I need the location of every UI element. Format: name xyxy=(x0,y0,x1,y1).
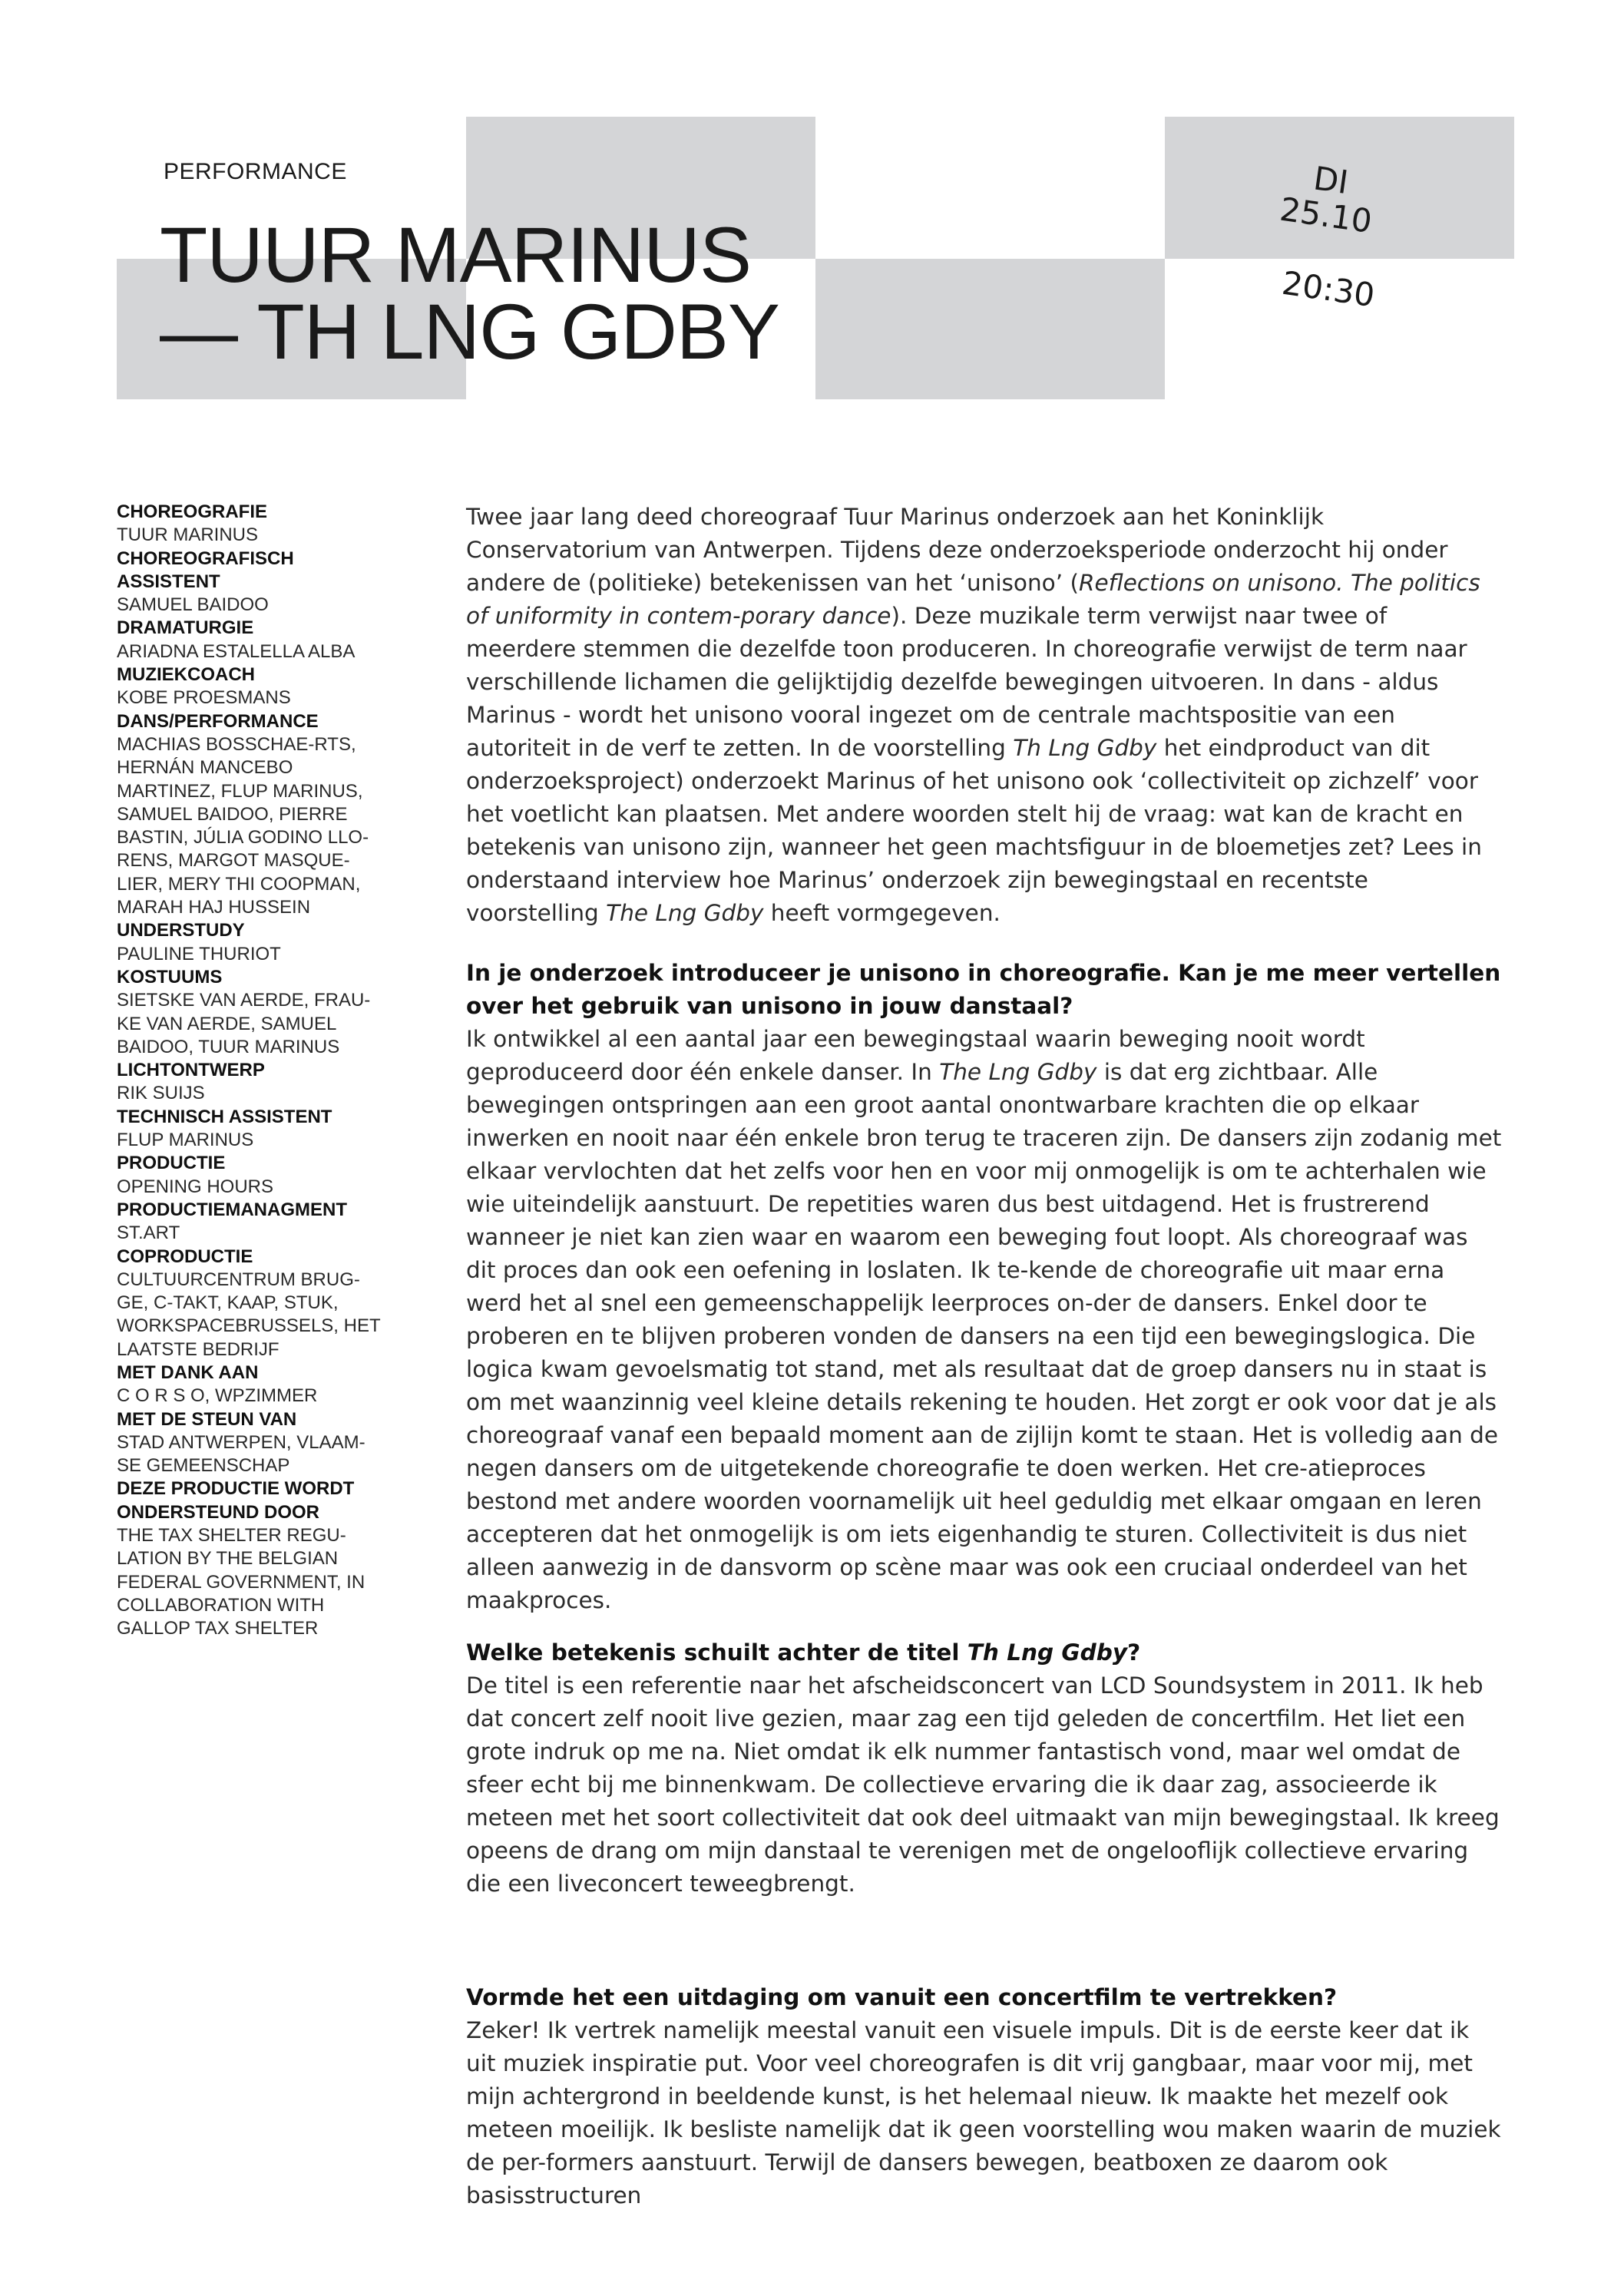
question-2-text: Welke betekenis schuilt achter de titel xyxy=(466,1639,967,1666)
credit-names: CULTUURCENTRUM BRUG-GE, C-TAKT, KAAP, STUK, WORKSPACEBRUSSELS, HET LAATSTE BEDRIJF xyxy=(117,1269,381,1360)
event-time: 20:30 xyxy=(1279,263,1378,315)
intro-section xyxy=(466,501,1503,930)
intro-text-2: ). Deze muzikale term verwijst naar twee of meerdere stemmen die dezelfde toon produceren. In choreografie verwijst de term naar verschillende lichamen die gelijktijdig dezelfde bewegingen uitvoeren. In dans - aldus Marinus - wordt het unisono vooral ingezet om de centrale machtspositie van een autoriteit in de verf te zetten. In de voorstelling xyxy=(466,603,1467,761)
credit-entry xyxy=(117,710,382,920)
category-label: PERFORMANCE xyxy=(164,159,347,184)
interview-q1 xyxy=(466,957,1503,1617)
credit-names: PAULINE THURIOT xyxy=(117,943,281,964)
credit-entry xyxy=(117,1059,382,1106)
header-block-bottom xyxy=(815,259,1165,399)
question-2-italic: Th Lng Gdby xyxy=(967,1639,1128,1666)
credit-names: STAD ANTWERPEN, VLAAM-SE GEMEENSCHAP xyxy=(117,1431,365,1477)
credit-names: KOBE PROESMANS xyxy=(117,687,291,709)
question-2 xyxy=(466,1636,1503,1669)
credit-names: ST.ART xyxy=(117,1222,180,1244)
credit-role: TECHNISCH ASSISTENT xyxy=(117,1106,332,1127)
credit-role: COPRODUCTIE xyxy=(117,1246,253,1267)
credit-entry xyxy=(117,1361,382,1408)
credit-names: ARIADNA ESTALELLA ALBA xyxy=(117,640,356,662)
answer-2: De titel is een referentie naar het afscheidsconcert van LCD Soundsystem in 2011. Ik heb dat concert zelf nooit live gezien, maar zag een tijd geleden de concertfilm. Het liet een grote indruk op me na. Niet omdat ik elk nummer fantastisch vond, maar wel omdat de sfeer echt bij me binnenkwam. De collectieve ervaring die ik daar zag, associeerde ik meteen met het soort collectiviteit dat ook deel uitmaakt van mijn bewegingstaal. Ik kreeg opeens de drang om mijn danstaal te verenigen met de ongelooflijk collectieve ervaring die een liveconcert teweegbrengt. xyxy=(466,1672,1500,1897)
credit-role: UNDERSTUDY xyxy=(117,920,245,941)
credit-names: RIK SUIJS xyxy=(117,1083,205,1104)
intro-text-1: Twee jaar lang deed choreograaf Tuur Marinus onderzoek aan het Koninklijk Conservatorium van Antwerpen. Tijdens deze onderzoeksperiode onderzocht hij onder andere de (politieke) betekenissen van het ‘unisono’ ( xyxy=(466,504,1448,596)
question-3: Vormde het een uitdaging om vanuit een concertfilm te vertrekken? xyxy=(466,1984,1338,2010)
title-line-1: TUUR MARINUS xyxy=(160,211,751,299)
credit-names: SAMUEL BAIDOO xyxy=(117,594,269,616)
credit-entry xyxy=(117,1106,382,1153)
credit-role: KOSTUUMS xyxy=(117,966,223,988)
interview-q3 xyxy=(466,1981,1503,2212)
credit-role: CHOREOGRAFISCH ASSISTENT xyxy=(117,548,294,592)
event-day: DI xyxy=(1311,159,1351,202)
credit-entry xyxy=(117,1477,382,1640)
answer-1-italic: The Lng Gdby xyxy=(939,1059,1097,1085)
credit-names: SIETSKE VAN AERDE, FRAU-KE VAN AERDE, SAMUEL BAIDOO, TUUR MARINUS xyxy=(117,990,371,1057)
question-2-mark: ? xyxy=(1127,1639,1141,1666)
credit-entry xyxy=(117,617,382,663)
credit-role: MUZIEKCOACH xyxy=(117,664,255,686)
intro-italic-2: Th Lng Gdby xyxy=(1013,735,1157,761)
answer-1 xyxy=(466,1023,1503,1617)
interview-q2 xyxy=(466,1636,1503,1901)
credit-names: MACHIAS BOSSCHAE-RTS, HERNÁN MANCEBO MARTINEZ, FLUP MARINUS, SAMUEL BAIDOO, PIERRE BASTIN, JÚLIA GODINO LLO-RENS, MARGOT MASQUE-LIER, MERY THI COOPMAN, MARAH HAJ HUSSEIN xyxy=(117,733,369,918)
intro-italic-1: Reflections on unisono. The politics of uniformity in contem-porary dance xyxy=(466,570,1480,629)
credit-role: DRAMATURGIE xyxy=(117,617,254,639)
event-date-value: 25.10 xyxy=(1277,190,1374,240)
credit-entry xyxy=(117,1152,382,1199)
intro-paragraph xyxy=(466,501,1503,930)
credit-names: THE TAX SHELTER REGU-LATION BY THE BELGIAN FEDERAL GOVERNMENT, IN COLLABORATION WITH GALLOP TAX SHELTER xyxy=(117,1525,365,1639)
credit-role: PRODUCTIE xyxy=(117,1153,226,1174)
answer-1-text-2: is dat erg zichtbaar. Alle bewegingen ontspringen aan een groot aantal onontwarbare krachten die op elkaar inwerken en nooit naar één enkele bron terug te traceren zijn. De dansers zijn zodanig met elkaar vervlochten dat het zelfs voor hen en voor mij onmogelijk is om te achterhalen wie wie uiteindelijk aanstuurt. De repetities waren dus best uitdagend. Het is frustrerend wanneer je niet kan zien waar en waarom een beweging fout loopt. Als choreograaf was dit proces dan ook een oefening in loslaten. Ik te-kende de choreografie uit maar erna werd het al snel een gemeenschappelijk leerproces on-der de dansers. Enkel door te proberen en te blijven proberen vonden de dansers na een tijd een bewegingslogica. Die logica kwam gevoelsmatig tot stand, met als resultaat dat de groep dansers nu in staat is om met waanzinnig veel kleine details rekening te houden. Het zorgt er ook voor dat je als choreograaf vanaf een bepaald moment aan de zijlijn komt te staan. Het is volledig aan de negen dansers om de uitgetekende choreografie te doen werken. Het cre-atieproces bestond met andere woorden voornamelijk uit heel geduldig met elkaar omgaan en leren accepteren dat het onmogelijk is om iets eigenhandig te sturen. Collectiviteit is dus niet alleen aanwezig in de dansvorm op scène maar was ook een cruciaal onderdeel van het maakproces. xyxy=(466,1059,1502,1613)
credit-entry xyxy=(117,663,382,710)
intro-italic-3: The Lng Gdby xyxy=(606,900,764,926)
credit-entry xyxy=(117,548,382,617)
credit-entry xyxy=(117,501,382,548)
credit-role: DANS/PERFORMANCE xyxy=(117,710,319,732)
intro-text-3: het eindproduct van dit onderzoeksproject) onderzoekt Marinus of het unisono ook ‘collectiviteit op zichzelf’ voor het voetlicht kan plaatsen. Met andere woorden stelt hij de vraag: wat kan de kracht en betekenis van unisono zijn, wanneer het geen machtsfiguur in de bloemetjes zet? Lees in onderstaand interview hoe Marinus’ onderzoek zijn bewegingstaal en recentste voorstelling xyxy=(466,735,1482,926)
credit-role: PRODUCTIEMANAGMENT xyxy=(117,1199,347,1220)
credit-names: FLUP MARINUS xyxy=(117,1130,254,1151)
answer-3: Zeker! Ik vertrek namelijk meestal vanuit een visuele impuls. Dit is de eerste keer dat ik uit muziek inspiratie put. Voor veel choreografen is dit vrij gangbaar, maar voor mij, met mijn achtergrond in beeldende kunst, is het helemaal nieuw. Ik maakte het mezelf ook meteen moeilijk. Ik besliste namelijk dat ik geen voorstelling wou maken waarin de muziek de per-formers aanstuurt. Terwijl de dansers bewegen, beatboxen ze daarom ook basisstructuren xyxy=(466,2017,1501,2208)
credit-entry xyxy=(117,1408,382,1478)
credits-list xyxy=(117,501,382,1641)
credit-role: MET DE STEUN VAN xyxy=(117,1408,297,1430)
credit-role: DEZE PRODUCTIE WORDT ONDERSTEUND DOOR xyxy=(117,1478,355,1523)
credit-role: MET DANK AAN xyxy=(117,1361,259,1383)
answer-1-text-1: Ik ontwikkel al een aantal jaar een bewegingstaal waarin beweging nooit wordt geproduceerd door één enkele danser. In xyxy=(466,1026,1365,1085)
credit-entry xyxy=(117,1246,382,1361)
credit-names: TUUR MARINUS xyxy=(117,524,258,546)
intro-text-4: heeft vormgegeven. xyxy=(763,900,1001,926)
credit-names: C O R S O, WPZIMMER xyxy=(117,1385,318,1407)
page-title xyxy=(160,211,779,375)
credit-entry xyxy=(117,1199,382,1246)
credit-names: OPENING HOURS xyxy=(117,1176,274,1197)
credit-entry xyxy=(117,919,382,966)
credit-role: LICHTONTWERP xyxy=(117,1060,265,1081)
credit-role: CHOREOGRAFIE xyxy=(117,501,268,522)
credit-entry xyxy=(117,966,382,1059)
question-1: In je onderzoek introduceer je unisono in choreografie. Kan je me meer vertellen over het gebruik van unisono in jouw danstaal? xyxy=(466,960,1501,1019)
title-line-2: — TH LNG GDBY xyxy=(160,288,779,375)
